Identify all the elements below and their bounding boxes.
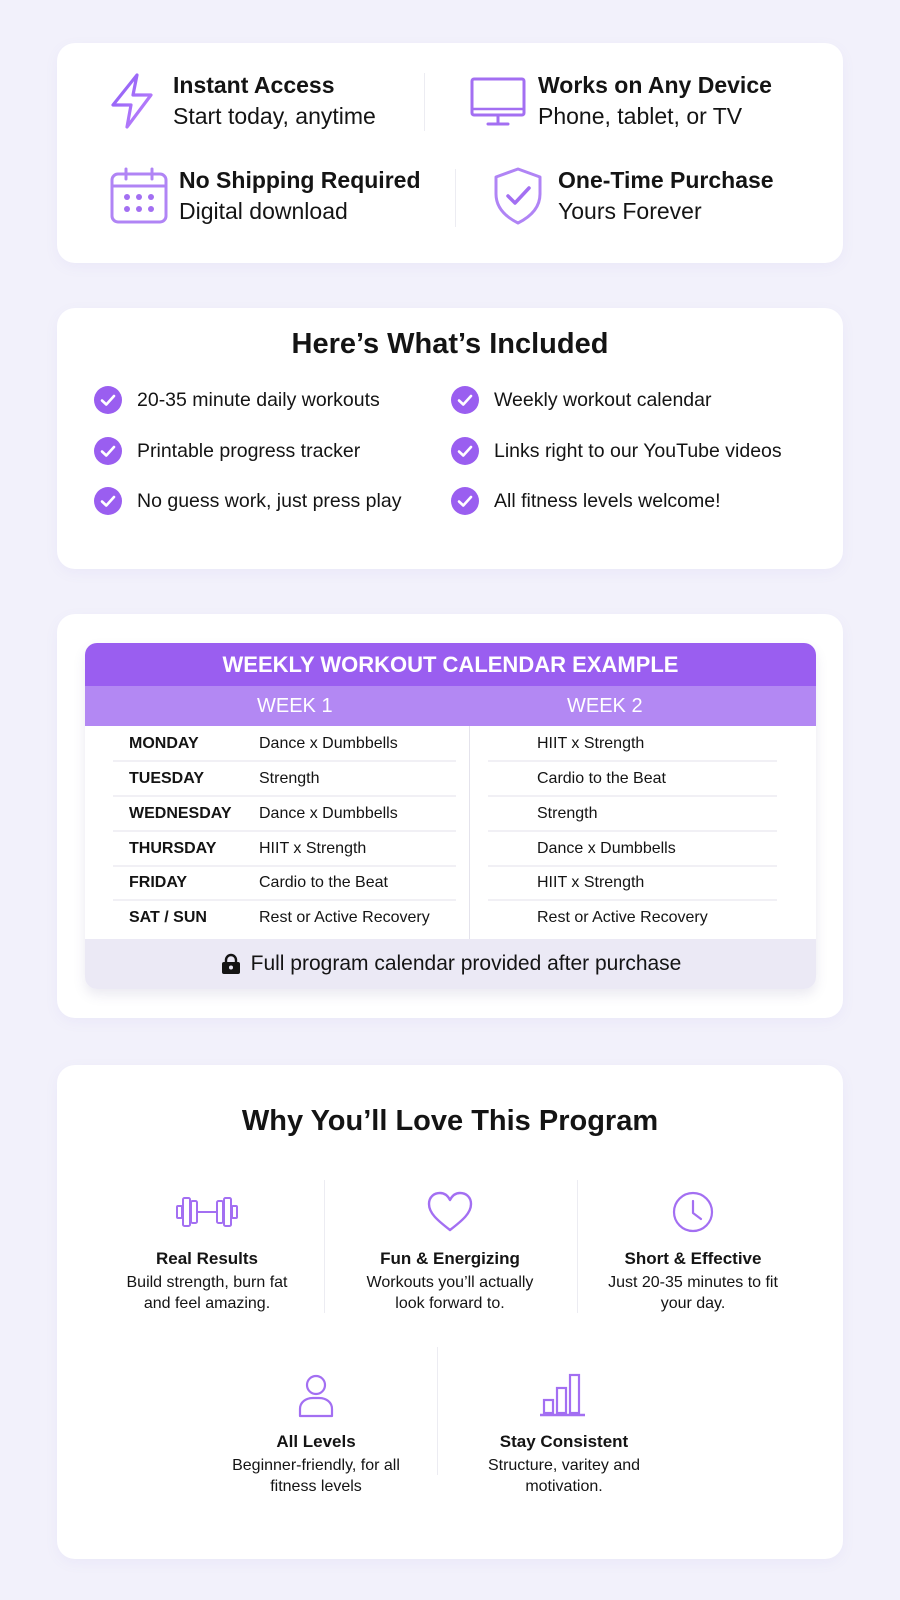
feature-subtitle: Digital download — [179, 198, 348, 224]
feature-subtitle: Start today, anytime — [173, 103, 376, 129]
shield-check-icon — [488, 166, 548, 226]
included-item-label: Weekly workout calendar — [494, 388, 712, 411]
table-row — [85, 726, 816, 762]
included-item-label: 20-35 minute daily workouts — [137, 388, 380, 411]
check-circle-icon — [451, 386, 479, 414]
why-item-title: Short & Effective — [624, 1249, 762, 1268]
week2-cell: Strength — [537, 805, 598, 822]
why-item-short — [573, 1188, 813, 1314]
check-circle-icon — [94, 487, 122, 515]
included-item — [94, 386, 380, 414]
calendar-card — [57, 614, 843, 1018]
why-item-desc: Structure, varitey and motivation. — [487, 1457, 641, 1495]
feature-subtitle: Yours Forever — [558, 198, 702, 224]
day-cell: TUESDAY — [129, 770, 204, 787]
check-circle-icon — [94, 437, 122, 465]
day-cell: FRIDAY — [129, 874, 188, 891]
week2-cell: Rest or Active Recovery — [537, 909, 708, 926]
divider — [424, 73, 425, 131]
why-item-fun — [330, 1188, 570, 1314]
included-item-label: Links right to our YouTube videos — [494, 439, 782, 462]
lock-icon — [220, 953, 242, 975]
included-item-label: All fitness levels welcome! — [494, 489, 721, 512]
included-item — [451, 386, 712, 414]
why-item-all-levels — [196, 1371, 436, 1497]
week2-cell: HIIT x Strength — [537, 874, 645, 891]
divider — [324, 1180, 325, 1313]
feature-title: Instant Access — [173, 72, 335, 98]
feature-instant-access — [103, 70, 376, 132]
calendar-footer-text: Full program calendar provided after purchase — [250, 952, 682, 975]
why-item-desc: Beginner-friendly, for all fitness levels — [232, 1457, 400, 1495]
feature-title: Works on Any Device — [538, 72, 772, 98]
week-2-label: WEEK 2 — [567, 695, 643, 717]
why-item-title: Stay Consistent — [499, 1432, 629, 1451]
table-row — [85, 831, 816, 867]
monitor-icon — [468, 71, 528, 131]
why-item-desc: Just 20-35 minutes to fit your day. — [608, 1274, 778, 1312]
feature-title: One-Time Purchase — [558, 167, 774, 193]
why-item-consistent — [444, 1371, 684, 1497]
table-row — [85, 900, 816, 936]
day-cell: WEDNESDAY — [129, 805, 232, 822]
dumbbell-icon — [174, 1188, 240, 1236]
heart-icon — [417, 1188, 483, 1236]
included-item — [451, 487, 721, 515]
table-row — [85, 761, 816, 797]
check-circle-icon — [94, 386, 122, 414]
included-item-label: Printable progress tracker — [137, 439, 361, 462]
week1-cell: Cardio to the Beat — [259, 874, 388, 891]
lightning-icon — [103, 71, 163, 131]
why-card — [57, 1065, 843, 1559]
feature-one-time-purchase — [488, 165, 774, 227]
week1-cell: Dance x Dumbbells — [259, 735, 398, 752]
week2-cell: Dance x Dumbbells — [537, 840, 676, 857]
why-item-real-results — [87, 1188, 327, 1314]
calendar-footer — [85, 939, 816, 989]
included-item-label: No guess work, just press play — [137, 489, 402, 512]
included-item — [94, 437, 360, 465]
calendar-week-header — [85, 686, 816, 726]
day-cell: THURSDAY — [129, 840, 217, 857]
divider — [437, 1347, 438, 1475]
feature-any-device — [468, 70, 772, 132]
week-1-label: WEEK 1 — [257, 695, 333, 717]
included-heading: Here’s What’s Included — [291, 328, 609, 360]
included-card — [57, 308, 843, 569]
week1-cell: Rest or Active Recovery — [259, 909, 430, 926]
clock-icon — [660, 1188, 726, 1236]
day-cell: SAT / SUN — [129, 909, 207, 926]
feature-title: No Shipping Required — [179, 167, 421, 193]
included-item — [451, 437, 782, 465]
check-circle-icon — [451, 487, 479, 515]
calendar-title: WEEKLY WORKOUT CALENDAR EXAMPLE — [85, 643, 816, 686]
person-icon — [283, 1371, 349, 1419]
included-item — [94, 487, 401, 515]
bar-chart-icon — [531, 1371, 597, 1419]
check-circle-icon — [451, 437, 479, 465]
calendar-body — [85, 726, 816, 939]
week2-cell: HIIT x Strength — [537, 735, 645, 752]
week1-cell: Dance x Dumbbells — [259, 805, 398, 822]
calendar-icon — [109, 166, 169, 226]
day-cell: MONDAY — [129, 735, 199, 752]
why-item-title: Real Results — [155, 1249, 259, 1268]
week1-cell: HIIT x Strength — [259, 840, 367, 857]
why-item-desc: Workouts you’ll actually look forward to. — [366, 1274, 534, 1312]
week1-cell: Strength — [259, 770, 320, 787]
why-item-title: Fun & Energizing — [380, 1249, 520, 1268]
feature-subtitle: Phone, tablet, or TV — [538, 103, 743, 129]
why-heading: Why You’ll Love This Program — [241, 1105, 659, 1137]
table-row — [85, 796, 816, 832]
why-item-desc: Build strength, burn fat and feel amazing. — [126, 1274, 288, 1312]
features-card — [57, 43, 843, 263]
feature-no-shipping — [109, 165, 421, 227]
table-row — [85, 865, 816, 901]
why-item-title: All Levels — [276, 1432, 356, 1451]
divider — [455, 169, 456, 227]
workout-calendar-table — [85, 643, 816, 989]
week2-cell: Cardio to the Beat — [537, 770, 666, 787]
